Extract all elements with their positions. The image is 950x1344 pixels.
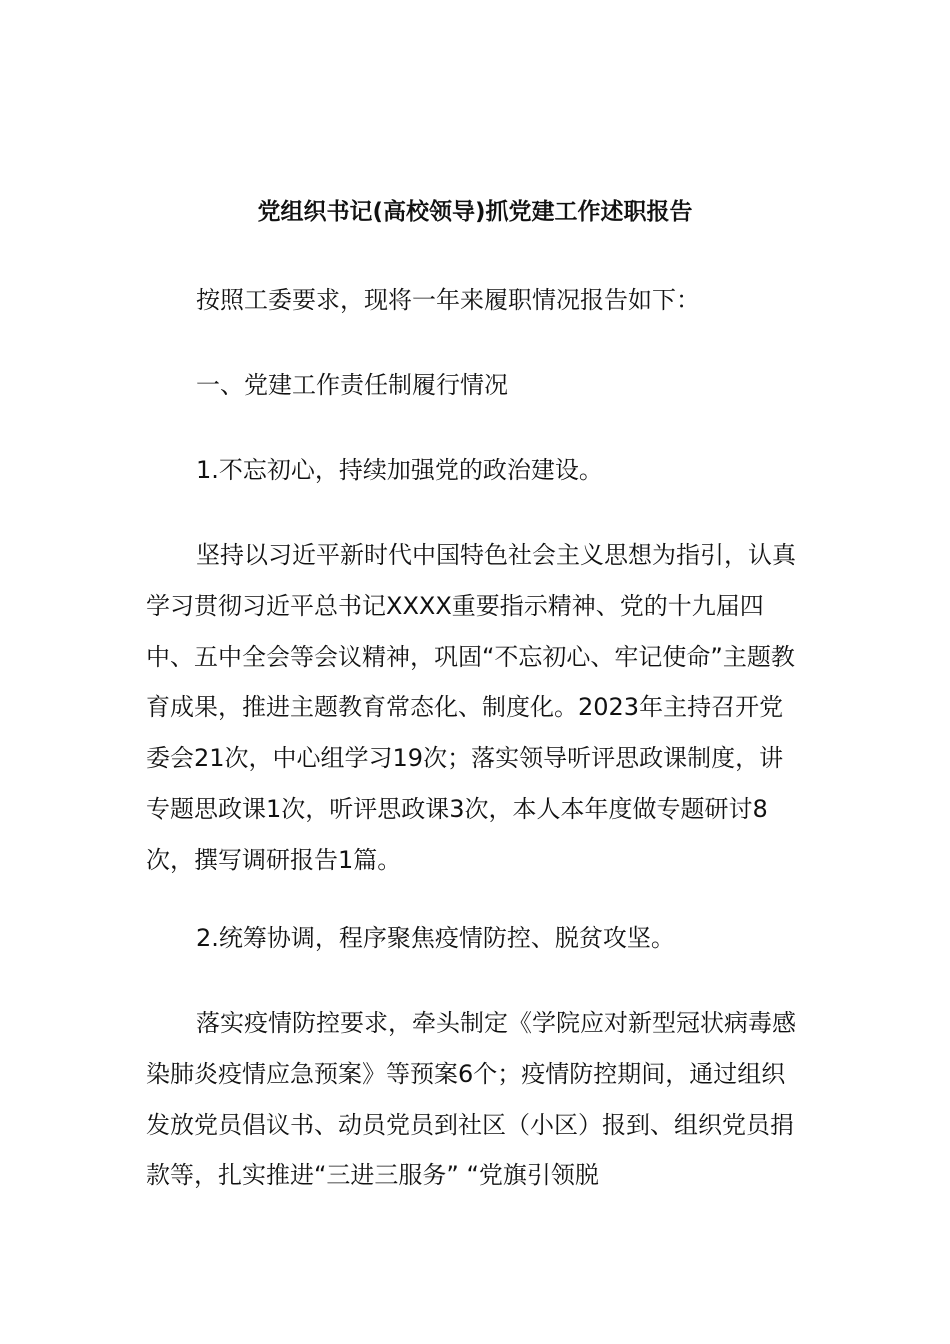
subsection-heading-1: 1.不忘初心，持续加强党的政治建设。: [196, 456, 603, 484]
document-title: 党组织书记(高校领导)抓党建工作述职报告: [257, 199, 693, 225]
section-heading-1: 一、党建工作责任制履行情况: [196, 371, 508, 399]
subsection-body-2: 落实疫情防控要求，牵头制定《学院应对新型冠状病毒感染肺炎疫情应急预案》等预案6个；疫情防控期间，通过组织发放党员倡议书、动员党员到社区（小区）报到、组织党员捐款等，扎实推进“三进三服务” “党旗引领脱: [146, 1009, 796, 1190]
subsection-body-1: 坚持以习近平新时代中国特色社会主义思想为指引，认真学习贯彻习近平总书记XXXX重要指示精神、党的十九届四中、五中全会等会议精神，巩固“不忘初心、牢记使命”主题教育成果，推进主题教育常态化、制度化。2023年主持召开党委会21次，中心组学习19次；落实领导听评思政课制度，讲专题思政课1次，听评思政课3次，本人本年度做专题研讨8次，撰写调研报告1篇。: [146, 541, 796, 874]
subsection-heading-2: 2.统筹协调，程序聚焦疫情防控、脱贫攻坚。: [196, 924, 675, 952]
intro-paragraph: 按照工委要求，现将一年来履职情况报告如下：: [196, 286, 700, 314]
